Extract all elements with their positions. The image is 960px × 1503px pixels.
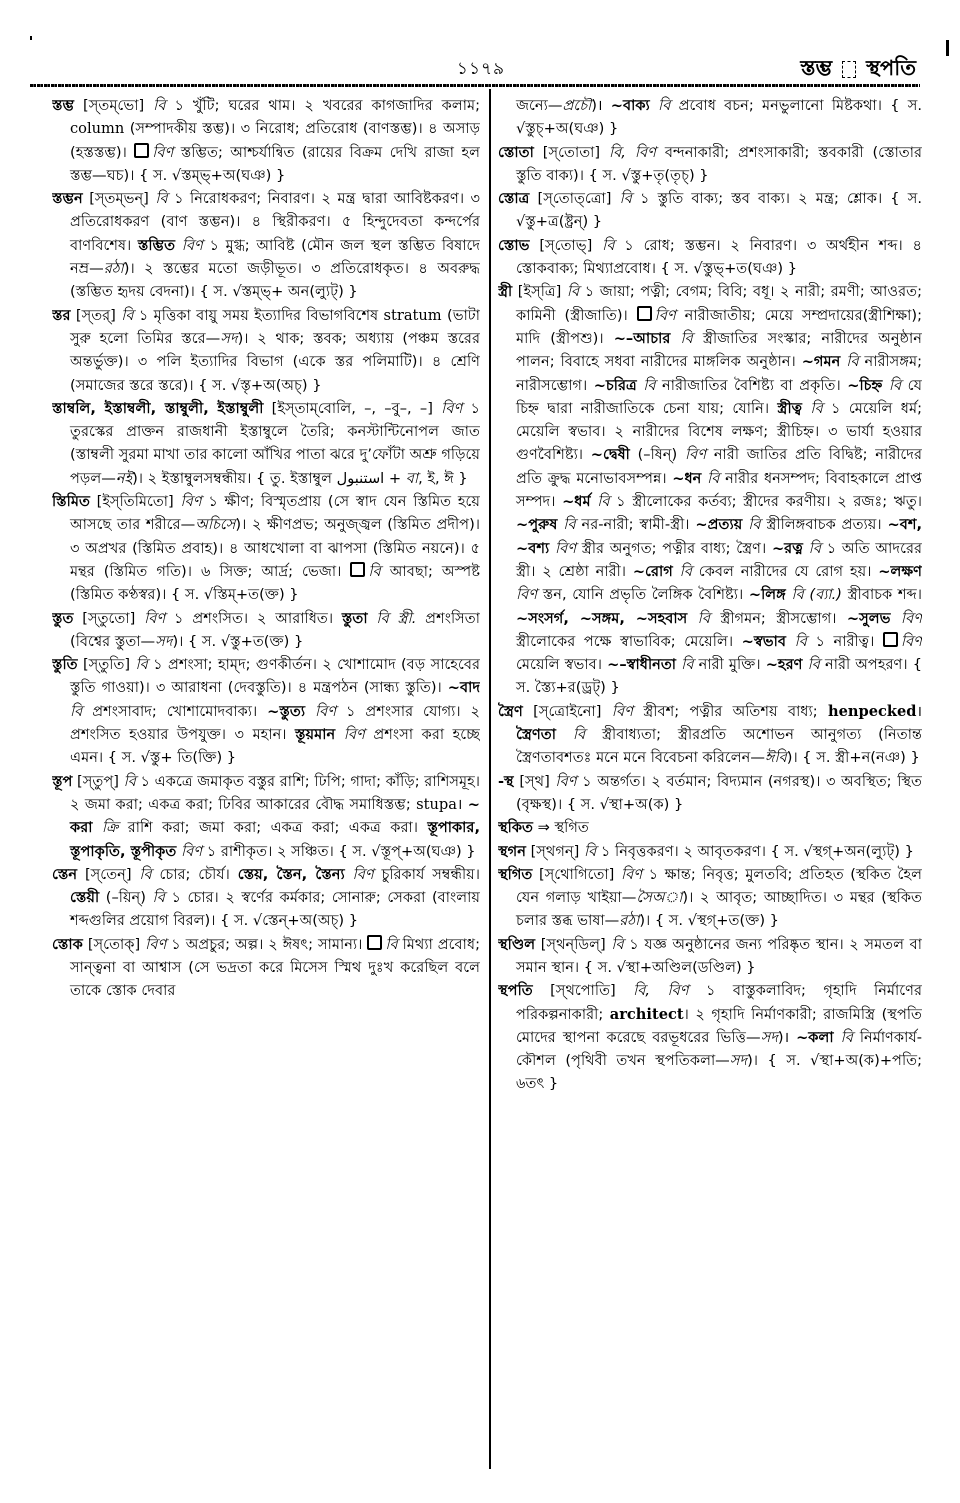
sense-box-icon (367, 935, 382, 950)
definition-text: স্ত্রীর অনুগত; পত্নীর বাধ্য; স্ত্রৈণ। (576, 539, 772, 557)
column-left (52, 94, 480, 1474)
part-of-speech: বিণ (180, 493, 202, 511)
part-of-speech: বিণ (554, 539, 577, 557)
part-of-speech: বিণ (180, 842, 203, 860)
part-of-speech: বি (658, 97, 671, 114)
english-gloss: architect (609, 1005, 684, 1023)
part-of-speech: বিণ (516, 586, 538, 604)
definition-text: [স্‌তোত্‌ত্রো] (529, 190, 620, 208)
definition-text: প্রশংসাবাদ; খোশামোদবাক্য। (82, 702, 268, 720)
part-of-speech: বিণ (684, 446, 707, 464)
part-of-speech: বি স্ত্রী. (376, 609, 417, 627)
sense-box-icon (350, 562, 365, 577)
definition-text: স্ত্রীবাচক শব্দ। (842, 586, 922, 604)
part-of-speech: বিণ (654, 306, 676, 324)
headword: ~পুরুষ (516, 516, 558, 534)
part-of-speech: বি (681, 656, 694, 674)
definition-text: জন্যে— (516, 97, 563, 114)
part-of-speech: বিণ (611, 702, 633, 720)
part-of-speech: বি (123, 772, 136, 790)
definition-text: )। (777, 1028, 797, 1046)
definition-text: প্রবোধ বচন; মনভুলানো মিষ্টকথা। { স. √স্তুচ্‌+অ(ঘঞ) } (516, 97, 922, 138)
definition-text: যে চিহ্ন দ্বারা নারীজাতিকে চেনা যায়; যোনি। (516, 376, 922, 417)
definition-text: ১ অপ্রচুর; অল্প। ২ ঈষৎ; সামান্য। (166, 935, 368, 953)
definition-text: ১ নিরোধকরণ; নিবারণ। ২ মন্ত্র দ্বারা আবিষ্টকরণ। ৩ প্রতিরোধকরণ (বাণ স্তম্ভন)। ৪ স্থিরীকরণ। ৫ হিন্দুদেবতা কন্দর্পের বাণবিশেষ। (70, 190, 480, 254)
part-of-speech: বিণ (900, 632, 922, 650)
definition-text: ১ মেয়েলি ধর্ম; মেয়েলি স্বভাব। ২ নারীদের বিশেষ লক্ষণ; স্ত্রীচিহ্ন। ৩ ভার্যা হওয়ার গুণবৈশিষ্ট্য। (516, 399, 922, 464)
definition-text: ⇒ স্থগিত (533, 819, 589, 837)
definition-text: নারীসঙ্গম; নারীসম্ভোগ। (516, 353, 922, 394)
guide-words (800, 52, 916, 87)
part-of-speech: বি (619, 190, 632, 208)
definition-text: ১ খুঁটি; ঘরের থাম। ২ খবরের কাগজাদির কলাম; (165, 97, 480, 114)
headword: স্তম্ভন (52, 190, 83, 208)
definition-text: [ইস্‌তাম্‌বোলি, –, –বু–, –] (263, 399, 442, 417)
headword: ~দ্বেষী (590, 446, 630, 464)
headword: ~চিহ্ন (847, 376, 883, 394)
definition-text: নারী জাতির প্রতি বিদ্বিষ্ট; নারীদের প্রতি ক্রুদ্ধ মনোভাবসম্পন্ন। (516, 446, 922, 487)
definition-text: )। ২ ইস্তাম্বুলসম্বন্ধীয়। { তু. ইস্তাম্বুল استنبول + (132, 469, 406, 487)
headword: স্থগিত (498, 865, 533, 883)
part-of-speech: সদ (220, 329, 238, 347)
definition-text: । (916, 702, 922, 720)
definition-text: ১ তুরস্কের প্রাক্তন রাজধানী ইস্তাম্বুলে তৈরি; কনস্টান্টিনোপল জাত (স্তাম্বলী সুরমা মাখা তার কালো আঁখির পাতা ঝরে দু’ফোঁটা অশ্রু গড়িয়ে পড়ল— (70, 399, 480, 487)
part-of-speech: রঠা (619, 912, 640, 930)
definition-text: ১ রোধ; স্তম্ভন। ২ নিবারণ। ৩ অর্থহীন শব্দ। ৪ স্তোকবাক্য; মিথ্যাপ্রবোধ। { স. √স্তুভ্‌+ত(ঘঞ) } (516, 236, 922, 278)
part-of-speech: অচিসে (195, 516, 236, 534)
definition-text: ১ প্রশংসা; হাম্‌দ; গুণকীর্তন। ২ খোশামোদ (বড় সাহেবের স্তুতি গাওয়া)। ৩ আরাধনা (দেবস্তুতি)। ৪ মন্ত্রপঠন (সান্ধ্য স্তুতি)। (70, 656, 480, 697)
headword: ~–স্বাধীনতা (607, 656, 677, 674)
dictionary-entry (52, 933, 480, 1003)
part-of-speech: সদ (760, 1028, 778, 1046)
headword: স্তর (52, 306, 71, 324)
part-of-speech: বি (385, 935, 398, 953)
part-of-speech: বি (697, 609, 710, 627)
definition-text: [স্‌তোতা] (533, 143, 609, 161)
definition-text (670, 330, 680, 347)
definition-text: ১ প্রশংসার যোগ্য। ২ প্রশংসিত হওয়ার উপযুক্ত। ৩ মহান। (70, 702, 480, 744)
definition-text (345, 866, 353, 883)
dictionary-entry (498, 979, 922, 1095)
definition-text: ১ প্রশংসিত। ২ আরাধিত। (165, 609, 342, 627)
headword: স্ত্রৈণ (498, 702, 523, 720)
part-of-speech: রঠা (103, 260, 124, 278)
english-gloss: henpecked (827, 702, 917, 720)
page-number: ১১৭৯ (456, 59, 506, 79)
definition-text: ১ মৃত্তিকা বায়ু সময় ইত্যাদির বিভাগবিশেষ (133, 306, 384, 324)
definition-text: )। ২ আবৃত; আচ্ছাদিত। ৩ মন্থর (স্থকিত চলার স্তব্ধ ভাষা— (516, 889, 922, 930)
headword: ~স্বভাব (741, 632, 786, 650)
definition-text: প্রশংসিতা (বিশ্বের স্তুতা— (70, 609, 480, 650)
part-of-speech: বি, বিণ (633, 982, 689, 1000)
definition-text: ১ নিবৃত্তকরণ। ২ আবৃতকরণ। { স. √স্থগ্‌+অন(ল্যুট্‌) } (596, 842, 914, 860)
headword: স্ত্রীত্ব (777, 399, 803, 417)
headword: ~রোগ (632, 562, 673, 580)
part-of-speech: ঈবি (764, 749, 787, 767)
part-of-speech: বিণ (152, 143, 174, 161)
guide-word-last: স্থপতি (866, 56, 916, 80)
definition-text: (ভাটা সুরু হলো তিমির স্তরে— (70, 306, 480, 347)
definition-text: মেয়েলি স্বভাব। (516, 656, 608, 674)
definition-text (556, 726, 573, 743)
part-of-speech: বি (135, 656, 148, 674)
part-of-speech: বি (572, 726, 586, 744)
dictionary-entry (52, 304, 480, 397)
part-of-speech: বিণ (145, 935, 167, 953)
headword: স্তুতি (52, 656, 78, 674)
part-of-speech: বি (155, 190, 168, 208)
part-of-speech: বিণ (441, 399, 463, 417)
dictionary-entry (52, 863, 480, 933)
part-of-speech: সৈঅা (636, 889, 683, 907)
definition-text: ১ স্তুতি বাক্য; স্তব বাক্য। ২ মন্ত্র; শ্লোক। { স. √স্তু+ত্র(ষ্ট্রন্‌) } (516, 190, 922, 231)
part-of-speech: বি (840, 1028, 853, 1046)
headword: ~প্রত্যয় (695, 516, 743, 534)
headword: ~–আচার (613, 329, 671, 347)
sense-box-icon (637, 306, 652, 321)
headword: স্থপতি (498, 982, 533, 1000)
dictionary-entry (498, 816, 922, 839)
definition-text: [ইস্‌তিমিতো] (89, 493, 181, 511)
part-of-speech: বিণ (352, 865, 374, 883)
definition-text: ১ একত্রে জমাকৃত বস্তুর রাশি; ঢিপি; গাদা; কাঁড়ি; রাশিসমূহ। ২ জমা করা; একত্র করা; ঢিবির আকারের বৌদ্ধ সমাধিস্তম্ভ; (70, 772, 480, 813)
part-of-speech: বি (ব্যা.) (791, 586, 842, 604)
dictionary-entry (52, 94, 480, 187)
definition-text: (–ষিন্‌) (629, 446, 685, 464)
definition-text: ১ রাশীকৃত। ২ সঞ্চিত। { স. √স্তূপ্‌+অ(ঘঞ) } (202, 842, 476, 860)
part-of-speech: নই (115, 469, 133, 487)
part-of-speech: বি (368, 562, 381, 580)
definition-text: স্ত্রীলোকের পক্ষে স্বাভাবিক; মেয়েলি। (516, 632, 742, 650)
definition-text: ১ ক্ষান্ত; নিবৃত্ত; মুলতবি; প্রতিহত (স্থকিত হৈল যেন গলাড় খাইয়া— (516, 865, 922, 907)
definition-text: )। (591, 97, 611, 114)
part-of-speech: বিণ (620, 865, 643, 883)
part-of-speech: প্রচৌ (562, 97, 592, 114)
headword: স্তেন (52, 865, 78, 883)
guide-separator-box-icon (842, 61, 856, 78)
scan-edge-mark (946, 40, 949, 56)
dictionary-entry (498, 700, 922, 770)
sense-box-icon (883, 632, 898, 647)
headword: স্থকিত (498, 819, 533, 837)
definition-text: [স্‌তেন্‌] (77, 865, 140, 883)
dictionary-entry (498, 280, 922, 699)
headword: -স্থ (498, 772, 514, 790)
headword: স্তূপ (52, 772, 73, 790)
definition-text (335, 726, 344, 743)
definition-text: নারীর ধনসম্পদ; বিবাহকালে প্রাপ্ত সম্পদ। (516, 469, 922, 511)
part-of-speech: বি (563, 516, 576, 534)
headword: ~ধর্ম (562, 493, 591, 511)
headword: স্তুত (52, 609, 74, 627)
definition-text: আবছা; অস্পষ্ট (স্তিমিত কণ্ঠস্বর)। { স. √স্তিম্‌+ত(ক্ত) } (70, 562, 480, 604)
definition-text: (সম্পাদকীয় স্তম্ভ)। ৩ নিরোধ; প্রতিরোধ (বাণস্তম্ভ)। ৪ অসাড় (হস্তস্তম্ভ)। (70, 120, 480, 161)
headword: স্তম্ভিত (137, 236, 176, 254)
part-of-speech: বি (810, 399, 823, 417)
definition-text: ১ যজ্ঞ অনুষ্ঠানের জন্য পরিষ্কৃত স্থান। ২ সমতল বা সমান স্থান। { স. √স্থা+অণ্ডিল(ডণ্ডিল) } (516, 935, 922, 976)
part-of-speech: বি (152, 889, 165, 907)
part-of-speech: বিণ (343, 726, 365, 744)
definition-text: [স্‌তুতো] (73, 609, 145, 627)
definition-text: রাশি করা; জমা করা; একত্র করা; একত্র করা। (118, 819, 428, 837)
definition-text: ১ অন্তর্গত। ২ বর্তমান; বিদ্যমান (নগরস্থ)। ৩ অবস্থিত; স্থিত (বৃক্ষস্থ)। { স. √স্থা+অ(ক) } (516, 772, 922, 813)
dictionary-entry (52, 607, 480, 654)
definition-text: )। { স. স্ত্রী+ন(নঞ) } (786, 749, 920, 767)
definition-text: স্ত্রীজাতির সংস্কার; নারীদের অনুষ্ঠান পালন; বিবাহে সধবা নারীদের মাঙ্গলিক অনুষ্ঠান। (516, 329, 922, 371)
definition-text (305, 703, 315, 720)
english-gloss: stratum (383, 306, 442, 324)
headword: ~হরণ (765, 656, 803, 674)
definition-text: [স্‌তর্‌] (70, 306, 122, 324)
definition-text: নর-নারী; স্বামী-স্ত্রী। (575, 516, 696, 534)
part-of-speech: বি (794, 632, 807, 650)
definition-text: স্ত্রীবশ; পত্নীর অতিশয় বাধ্য; (632, 702, 828, 720)
dictionary-entry (498, 187, 922, 234)
part-of-speech: বি (888, 376, 902, 394)
headword: স্তোভ (498, 236, 530, 254)
part-of-speech: বিণ (555, 772, 577, 790)
definition-text: বন্দনাকারী; প্রশংসাকারী; স্তবকারী (স্তোতার স্তুতি বাক্য)। { স. √স্তু+তৃ(তৃচ্‌) } (516, 143, 922, 184)
dictionary-entry (52, 187, 480, 303)
definition-text (650, 97, 658, 114)
definition-text: ১ ক্ষীণ; বিস্মৃতপ্রায় (সে স্বাদ যেন স্তিমিত হয়ে আসছে তার শরীরে— (70, 493, 480, 534)
headword: স্থণ্ডিল (498, 935, 536, 953)
headword: ~গমন (801, 353, 841, 371)
headword: ~বশ, ~বশ্য (516, 516, 922, 557)
dictionary-entry (498, 234, 922, 281)
part-of-speech: বি (846, 353, 859, 371)
definition-text: )। ২ থাক; স্তবক; অধ্যায় (পঞ্চম স্তরের অন্তর্ভুক্ত)। ৩ পলি ইত্যাদির বিভাগ (একে স্তর পলিমাটি)। ৪ শ্রেণি (সমাজের স্তরে স্তরে)। { স. √স্তৃ+অ(অচ্‌) } (70, 329, 480, 394)
definition-text: [স্‌তোভ্‌] (529, 236, 603, 254)
definition-text: নারী মুক্তি। (693, 656, 766, 674)
definition-text: । (456, 795, 468, 813)
dictionary-entry (498, 770, 922, 817)
part-of-speech: বি (153, 97, 166, 114)
header-rule (30, 84, 920, 87)
definition-text: )। ২ স্তম্ভের মতো জড়ীভূত। ৩ প্রতিরোধকৃত। ৪ অবরুদ্ধ (স্তম্ভিত হৃদয় বেদনা)। { স. √স্তম্ভ্‌+ অন(ল্যুট্‌) } (70, 260, 480, 301)
part-of-speech: সদ (729, 1052, 748, 1070)
scan-edge-mark (30, 36, 32, 40)
definition-text: মিথ্যা প্রবোধ; সান্ত্বনা বা আশ্বাস (সে ভদ্রতা করে মিসেস স্মিথ দুঃখ করেছিল বলে তাকে স্তোক দেবার (70, 935, 480, 1000)
part-of-speech: বি (597, 493, 610, 511)
definition-text: [স্‌তুপ্‌] (72, 772, 124, 790)
definition-text (834, 1029, 841, 1046)
headword: ~লিঙ্গ (748, 586, 786, 604)
headword: স্তোক (52, 935, 83, 953)
headword: স্তেয়ী (70, 889, 100, 907)
dictionary-entry (498, 840, 922, 863)
definition-text: কেবল নারীদের যে রোগ হয়। (691, 562, 879, 580)
part-of-speech: বি, বিণ (608, 143, 656, 161)
part-of-speech: বি (807, 656, 820, 674)
part-of-speech: বিণ (181, 236, 203, 254)
definition-text: ১ নারীত্ব। (806, 632, 883, 650)
column-divider (489, 89, 491, 1469)
definition-text: [স্‌তম্‌ভন্‌] (82, 190, 156, 208)
definition-text: [ইস্‌ত্রি] (512, 283, 567, 301)
definition-text: স্তম্ভিত; আশ্চর্যান্বিত (রায়ের বিক্রম দেখি রাজা হল স্তম্ভ—ঘচ)। { স. √স্তম্ভ্‌+অ(ঘঞ) } (70, 143, 480, 184)
definition-text: )। ২ ক্ষীণপ্রভ; অনুজ্জ্বল (স্তিমিত প্রদীপ)। ৩ অপ্রখর (স্তিমিত প্রবাহ)। ৪ আধখোলা বা ঝাপসা (স্তিমিত নয়নে)। ৫ মন্থর (স্তিমিত গতি)। ৬ সিক্ত; আর্দ্র; ভেজা। (70, 516, 480, 580)
part-of-speech: বি (602, 236, 615, 254)
headword: ~রত্ন (771, 539, 803, 557)
part-of-speech: বি (707, 469, 720, 487)
headword: ~স্তুত্য (267, 702, 306, 720)
definition-text (891, 610, 901, 627)
dictionary-entry-continued (498, 94, 922, 141)
definition-text: )। { স. √স্থগ্‌+ত(ক্ত) } (639, 912, 779, 930)
definition-text: ১ বাস্তুকলাবিদ; গৃহাদি নির্মাণের পরিকল্পনাকারী; (516, 982, 922, 1023)
sense-box-icon (134, 143, 149, 158)
part-of-speech: বি (139, 865, 152, 883)
definition-text: ১ জায়া; পত্নী; বেগম; বিবি; বধূ। ২ নারী; রমণী; আওরত; কামিনী (স্ত্রীজাতি)। (516, 283, 922, 324)
headword: ~সুলভ (846, 609, 891, 627)
definition-text: ১ স্ত্রীলোকের কর্তব্য; স্ত্রীদের করণীয়। ২ রজঃ; ঋতু। (609, 493, 922, 511)
part-of-speech: বা (405, 469, 419, 487)
part-of-speech: বি (70, 702, 83, 720)
headword: স্তিমিত (52, 493, 90, 511)
headword: স্তেয়, স্তৈন, স্তৈন্য (237, 865, 345, 883)
part-of-speech: বি (566, 283, 580, 301)
english-gloss: column (70, 120, 125, 138)
dictionary-entry (498, 933, 922, 980)
part-of-speech: বিণ (144, 609, 166, 627)
definition-text: )। { স. √স্থা+অ(ক)+পতি; ৬তৎ } (516, 1052, 922, 1093)
dictionary-entry (498, 141, 922, 188)
definition-text (92, 819, 101, 836)
definition-text: ১ অতি আদরের স্ত্রী। ২ শ্রেষ্ঠা নারী। (516, 539, 922, 580)
definition-text: স্ত্রীবাধ্যতা; স্ত্রীরপ্রতি অশোভন আনুগত্য (নিতান্ত স্ত্রৈণতাবশতঃ মনে মনে বিবেচনা করিলেন— (516, 726, 922, 767)
part-of-speech: সদ (155, 632, 173, 650)
dictionary-entry (52, 653, 480, 769)
part-of-speech: বি (748, 516, 761, 534)
definition-text: [স্‌থন্‌ডিল্‌] (535, 935, 612, 953)
definition-text (687, 610, 697, 627)
headword: ~লক্ষণ (878, 562, 922, 580)
part-of-speech: বি (643, 376, 656, 394)
definition-text: নারীজাতীয়; মেয়ে সম্প্রদায়ের(স্ত্রীশিক্ষা); মাদি (স্ত্রীপশু)। (516, 306, 922, 347)
headword: ~বাক্য (610, 97, 650, 114)
headword: স্তূপাকার, স্তূপাকৃতি, স্তূপীকৃত (70, 819, 480, 860)
definition-text: [স্‌থোগিতো] (532, 865, 621, 883)
definition-text: (–য়িন্‌) (99, 889, 153, 907)
definition-text (786, 633, 795, 650)
definition-text: নারী অপহরণ। { স. স্ত্যৈ+র(ড্রট্‌) } (516, 656, 922, 697)
definition-text: [স্‌থগন্‌] (525, 842, 584, 860)
headword: ~কলা (796, 1028, 834, 1046)
headword: ~বাদ (447, 679, 480, 697)
definition-text: স্ত্রীলিঙ্গবাচক প্রত্যয়। (760, 516, 888, 534)
headword: স্তম্ভ (52, 97, 75, 114)
headword: ~ধন (672, 469, 702, 487)
definition-text: চুরিকার্য সম্বন্ধীয়। (373, 865, 480, 883)
definition-text: প্রশংসা করা হচ্ছে এমন। { স. √স্তু+ তি(ক্তি) } (70, 726, 480, 767)
definition-text: চোর; চৌর্য। (151, 865, 238, 883)
definition-text: [স্‌তম্‌ভো] (74, 97, 154, 114)
headword: স্ত্রী (498, 283, 513, 301)
definition-text: স্তন, যোনি প্রভৃতি লৈঙ্গিক বৈশিষ্ট্য। (537, 586, 749, 604)
english-gloss: stupa (416, 795, 457, 813)
definition-text: ১ মুগ্ধ; আবিষ্ট (মৌন জল স্থল স্তম্ভিত বিষাদে নম্র— (70, 236, 480, 278)
dictionary-entry (498, 863, 922, 933)
headword: স্ত্রৈণতা (516, 726, 556, 744)
part-of-speech: বি (679, 562, 692, 580)
definition-text (673, 563, 680, 580)
column-right (498, 94, 922, 1474)
definition-text: নির্মাণকার্য-কৌশল (পৃথিবী তখন স্থপতিকলা— (516, 1028, 922, 1070)
headword: ~ করা (70, 795, 480, 837)
definition-text: । ২ গৃহাদি নির্মাণকারী; রাজমিস্ত্রি (স্থপতি মোদের স্থাপনা করেছে বরভূধরের ভিত্তি— (516, 1005, 922, 1046)
dictionary-entry (52, 397, 480, 490)
headword: স্থগন (498, 842, 526, 860)
dictionary-entry (52, 490, 480, 606)
part-of-speech: বিণ (900, 609, 922, 627)
dictionary-entry (52, 770, 480, 863)
headword: স্তুতা (341, 609, 368, 627)
headword: ~চরিত্র (593, 376, 637, 394)
definition-text: [স্‌ত্রোইনো] (522, 702, 612, 720)
headword: স্তোত্র (498, 190, 530, 208)
part-of-speech: বি (611, 935, 624, 953)
part-of-speech: বি (583, 842, 597, 860)
definition-text: ১ চোর। ২ স্বর্ণের কর্মকার; সোনারু; সেকরা (বাংলায় শব্দগুলির প্রয়োগ বিরল)। { স. √স্তেন্‌+অ(অচ্‌) } (70, 889, 480, 930)
definition-text: [স্‌তুতি] (77, 656, 136, 674)
definition-text: [স্‌থপোতি] (532, 982, 634, 1000)
headword: স্তাম্বলি, ইস্তাম্বলী, স্তাম্বুলী, ইস্তাম্বুলী (52, 399, 264, 417)
part-of-speech: ক্রি (101, 819, 119, 837)
part-of-speech: বি (680, 329, 693, 347)
definition-text: নারীজাতির বৈশিষ্ট্য বা প্রকৃতি। (655, 376, 848, 394)
definition-text: স্ত্রীগমন; স্ত্রীসম্ভোগ। (709, 609, 847, 627)
part-of-speech: বি (121, 306, 134, 324)
definition-text: [স্‌তোক্‌] (82, 935, 146, 953)
guide-word-first: স্তম্ভ (800, 56, 833, 80)
headword: স্তোতা (498, 143, 534, 161)
definition-text (175, 237, 182, 254)
definition-text: [স্‌থ] (513, 772, 556, 790)
part-of-speech: বি (808, 539, 821, 557)
headword: ~সংসর্গ, ~সঙ্গম, ~সহবাস (516, 609, 688, 627)
definition-text: , ই, ঈ } (418, 469, 468, 487)
headword: স্তূয়মান (295, 726, 336, 744)
definition-text: )। { স. √স্তু+ত(ক্ত) } (172, 632, 304, 650)
part-of-speech: বিণ (314, 702, 337, 720)
